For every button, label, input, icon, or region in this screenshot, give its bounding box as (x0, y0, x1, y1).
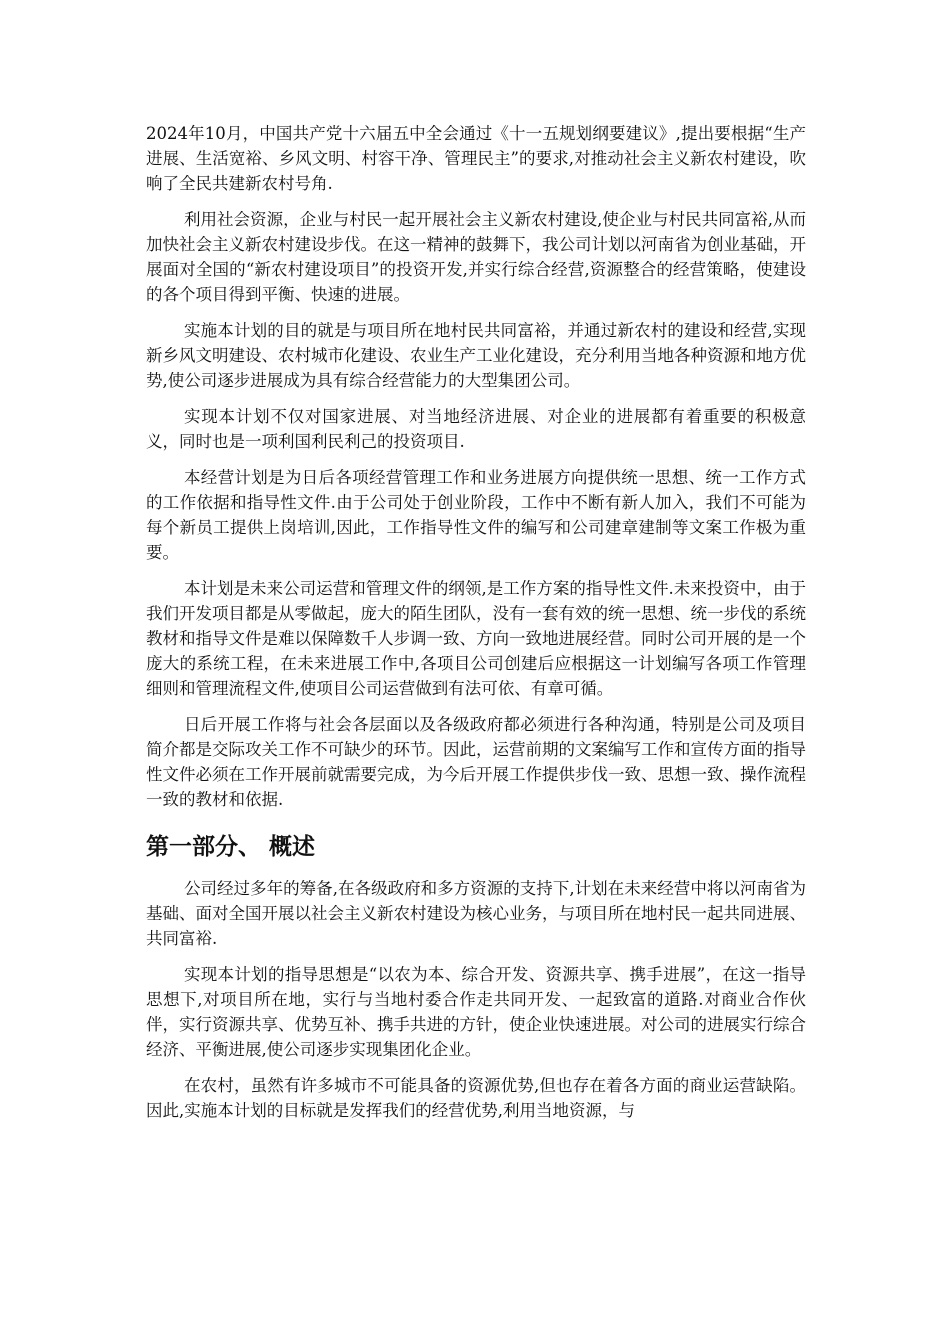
section-paragraph-1: 公司经过多年的筹备,在各级政府和多方资源的支持下,计划在未来经营中将以河南省为基础、面对全国开展以社会主义新农村建设为核心业务，与项目所在地村民一起共同进展、共同富裕. (146, 879, 806, 948)
intro-paragraph-2: 利用社会资源，企业与村民一起开展社会主义新农村建设,使企业与村民共同富裕,从而加快社会主义新农村建设步伐。在这一精神的鼓舞下，我公司计划以河南省为创业基础，开展面对全国的“新农村建设项目”的投资开发,并实行综合经营,资源整合的经营策略，使建设的各个项目得到平衡、快速的进展。 (146, 210, 806, 304)
intro-paragraph-3: 实施本计划的目的就是与项目所在地村民共同富裕，并通过新农村的建设和经营,实现新乡风文明建设、农村城市化建设、农业生产工业化建设，充分利用当地各种资源和地方优势,使公司逐步进展成为具有综合经营能力的大型集团公司。 (146, 321, 806, 390)
intro-paragraph-6: 本计划是未来公司运营和管理文件的纲领,是工作方案的指导性文件.未来投资中，由于我们开发项目都是从零做起，庞大的陌生团队，没有一套有效的统一思想、统一步伐的系统教材和指导文件是难以保障数千人步调一致、方向一致地进展经营。同时公司开展的是一个庞大的系统工程，在未来进展工作中,各项目公司创建后应根据这一计划编写各项工作管理细则和管理流程文件,使项目公司运营做到有法可依、有章可循。 (146, 579, 806, 698)
intro-paragraph-5: 本经营计划是为日后各项经营管理工作和业务进展方向提供统一思想、统一工作方式的工作依据和指导性文件.由于公司处于创业阶段，工作中不断有新人加入，我们不可能为每个新员工提供上岗培训,因此，工作指导性文件的编写和公司建章建制等文案工作极为重要。 (146, 468, 806, 562)
section-paragraph-2: 实现本计划的指导思想是“以农为本、综合开发、资源共享、携手进展”，在这一指导思想下,对项目所在地，实行与当地村委合作走共同开发、一起致富的道路.对商业合作伙伴，实行资源共享、优势互补、携手共进的方针，使企业快速进展。对公司的进展实行综合经济、平衡进展,使公司逐步实现集团化企业。 (146, 965, 806, 1059)
intro-paragraph-4: 实现本计划不仅对国家进展、对当地经济进展、对企业的进展都有着重要的积极意义，同时也是一项利国利民利己的投资项目. (146, 407, 806, 451)
document-page (146, 121, 806, 1134)
intro-paragraph-1: 2024年10月，中国共产党十六届五中全会通过《十一五规划纲要建议》,提出要根据“生产进展、生活宽裕、乡风文明、村容干净、管理民主”的要求,对推动社会主义新农村建设，吹响了全民共建新农村号角. (146, 124, 806, 193)
section-paragraph-3: 在农村，虽然有许多城市不可能具备的资源优势,但也存在着各方面的商业运营缺陷。因此,实施本计划的目标就是发挥我们的经营优势,利用当地资源，与 (146, 1076, 806, 1120)
section-heading: 第一部分、 概述 (146, 834, 316, 860)
intro-paragraph-7: 日后开展工作将与社会各层面以及各级政府都必须进行各种沟通，特别是公司及项目简介都是交际攻关工作不可缺少的环节。因此，运营前期的文案编写工作和宣传方面的指导性文件必须在工作开展前就需要完成，为今后开展工作提供步伐一致、思想一致、操作流程一致的教材和依据. (146, 715, 806, 809)
